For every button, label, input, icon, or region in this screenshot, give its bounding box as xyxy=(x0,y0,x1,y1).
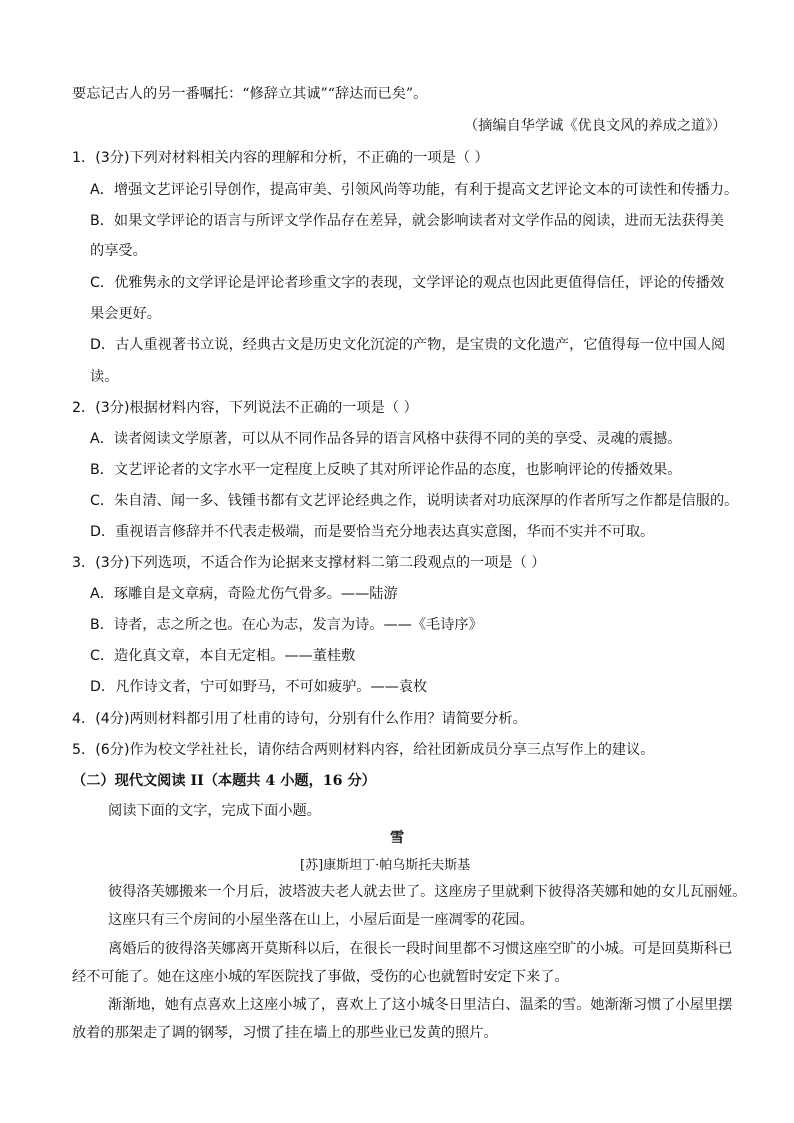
question-2-option-a: A．读者阅读文学原著，可以从不同作品各异的语言风格中获得不同的美的享受、灵魂的震撼。 xyxy=(90,431,682,447)
story-paragraph-3-cont: 经不可能了。她在这座小城的军医院找了事做，受伤的心也就暂时安定下来了。 xyxy=(72,969,569,985)
question-4-stem: 4．(4分)两则材料都引用了杜甫的诗句，分别有什么作用？请简要分析。 xyxy=(72,711,527,727)
question-3-option-d: D．凡作诗文者，宁可如野马，不可如疲驴。——袁枚 xyxy=(90,679,428,695)
question-1-option-b: B．如果文学评论的语言与所评文学作品存在差异，就会影响读者对文学作品的阅读，进而无法获得美 xyxy=(90,213,724,229)
reading-instruction: 阅读下面的文字，完成下面小题。 xyxy=(108,803,321,819)
story-paragraph-3: 离婚后的彼得洛芙娜离开莫斯科以后，在很长一段时间里都不习惯这座空旷的小城。可是回莫斯科已 xyxy=(108,941,733,957)
story-author: [苏]康斯坦丁·帕乌斯托夫斯基 xyxy=(300,858,471,873)
story-title: 雪 xyxy=(390,830,405,846)
question-1-option-a: A．增强文艺评论引导创作，提高审美、引领风尚等功能，有利于提高文艺评论文本的可读性和传播力。 xyxy=(90,182,739,198)
question-3-option-c: C．造化真文章，本自无定相。——董桂敷 xyxy=(90,648,356,664)
question-1-option-b-cont: 的享受。 xyxy=(90,243,147,259)
question-3-option-a: A．琢雕自是文章病，奇险尤伤气骨多。——陆游 xyxy=(90,586,398,602)
section-heading: （二）现代文阅读 II（本题共 4 小题，16 分） xyxy=(72,773,376,789)
story-paragraph-2: 这座只有三个房间的小屋坐落在山上，小屋后面是一座凋零的花园。 xyxy=(108,912,534,928)
question-2-option-d: D．重视语言修辞并不代表走极端，而是要恰当充分地表达真实意图，华而不实并不可取。 xyxy=(90,524,655,540)
story-paragraph-4: 渐渐地，她有点喜欢上这座小城了，喜欢上了这小城冬日里洁白、温柔的雪。她渐渐习惯了小屋里摆 xyxy=(108,997,733,1013)
question-1-option-c: C．优雅隽永的文学评论是评论者珍重文字的表现，文学评论的观点也因此更值得信任，评论的传播效 xyxy=(90,275,725,291)
question-2-option-c: C．朱自清、闻一多、钱锺书都有文艺评论经典之作，说明读者对功底深厚的作者所写之作都是信服的。 xyxy=(90,493,739,509)
story-paragraph-4-cont: 放着的那架走了调的钢琴，习惯了挂在墙上的那些业已发黄的照片。 xyxy=(72,1025,498,1041)
question-1-option-c-cont: 果会更好。 xyxy=(90,306,161,322)
question-2-option-b: B．文艺评论者的文字水平一定程度上反映了其对所评论作品的态度，也影响评论的传播效果。 xyxy=(90,462,682,478)
question-3-option-b: B．诗者，志之所之也。在心为志，发言为诗。——《毛诗序》 xyxy=(90,617,483,633)
question-1-option-d-cont: 读。 xyxy=(90,369,119,385)
question-1-option-d: D．古人重视著书立说，经典古文是历史文化沉淀的产物，是宝贵的文化遗产，它值得每一位中国人阅 xyxy=(90,337,726,353)
question-2-stem: 2．(3分)根据材料内容，下列说法不正确的一项是（ ） xyxy=(72,400,418,416)
story-paragraph-1: 彼得洛芙娜搬来一个月后，波塔波夫老人就去世了。这座房子里就剩下彼得洛芙娜和她的女儿瓦丽娅。 xyxy=(108,884,747,900)
source-citation: （摘编自华学诚《优良文风的养成之道》） xyxy=(464,118,727,134)
question-1-stem: 1．(3分)下列对材料相关内容的理解和分析，不正确的一项是（ ） xyxy=(72,150,489,166)
continued-text-line: 要忘记古人的另一番嘱托：“修辞立其诚”“辞达而已矣”。 xyxy=(72,86,428,102)
question-3-stem: 3．(3分)下列选项，不适合作为论据来支撑材料二第二段观点的一项是（ ） xyxy=(72,555,546,571)
question-5-stem: 5．(6分)作为校文学社社长，请你结合两则材料内容，给社团新成员分享三点写作上的建议。 xyxy=(72,742,655,758)
